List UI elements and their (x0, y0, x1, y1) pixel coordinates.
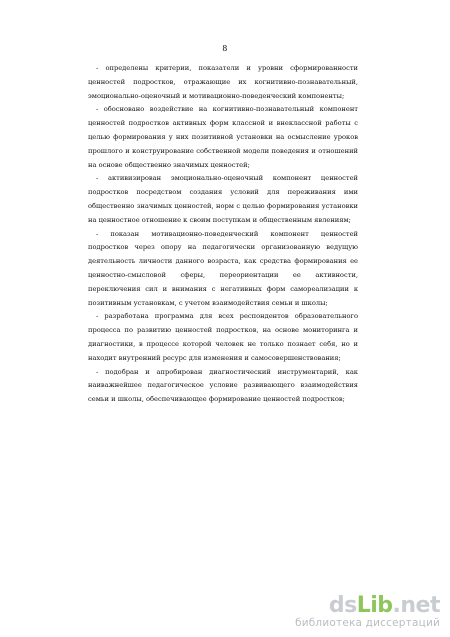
paragraph: - активизирован эмоционально-оценочный компонент ценностей подростков посредством создания условий для переживания ими общественно значимых ценностей, норм с целью формирования установки на ценностное отношение к своим поступкам и общественным явлениям; (88, 174, 358, 224)
paragraph: - разработана программа для всех респондентов образовательного процесса по развитию ценностей подростков, на основе мониторинга и диагностики, в процессе которой человек не только познает себя, но и находит внутренний ресурс для изменения и самосовершенствования; (88, 312, 358, 362)
paragraph: - определены критерии, показатели и уровни сформированности ценностей подростков, отражающие их когнитивно-познавательный, эмоционально-оценочный и мотивационно-поведенческий компоненты; (88, 64, 358, 100)
page-number: 8 (222, 44, 228, 53)
paragraph: - подобран и апробирован диагностический инструментарий, как наиважнейшее педагогическое условие развивающего взаимодействия семьи и школы, обеспечивающее формирование ценностей подростков; (88, 367, 358, 404)
watermark-logo-lib: Lib (356, 593, 393, 618)
watermark (295, 595, 440, 629)
watermark-logo-ds: ds (328, 593, 357, 618)
paragraph: - обосновано воздействие на когнитивно-познавательный компонент ценностей подростков активных форм классной и внеклассной работы с целью формирования у них позитивной установки на осмысление уроков прошлого и конструирование собственной модели поведения и отношений на основе общественно значимых ценностей; (88, 105, 358, 169)
watermark-logo-net: .net (392, 593, 440, 618)
watermark-logo (295, 595, 440, 617)
watermark-subtitle: библиотека диссертаций (295, 617, 440, 629)
paragraph: - показан мотивационно-поведенческий компонент ценностей подростков через опору на педагогически организованную ведущую деятельность личности данного возраста, как средства формирования ее ценностно-смысловой сферы, переориентации ее активности, переключения сил и внимания с негативных форм самореализации к позитивным установкам, с учетом взаимодействия семьи и школы; (88, 229, 358, 307)
text-body (88, 62, 358, 407)
